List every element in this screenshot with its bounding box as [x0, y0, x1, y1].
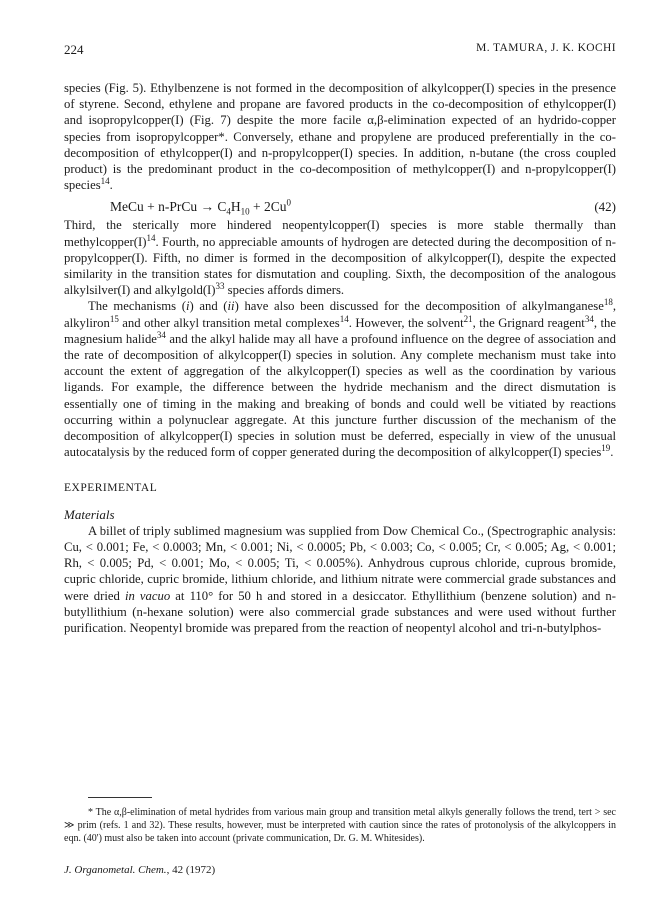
equation-body: MeCu + n-PrCu → $C_4H_{10} + 2Cu^0$: [110, 197, 291, 218]
text-run: Third, the sterically more hindered neopentylcopper(I) species is more stable thermally than methylcopper(I): [64, 218, 616, 249]
reference-superscript: 15: [109, 313, 119, 324]
paragraph-materials: A billet of triply sublimed magnesium was supplied from Dow Chemical Co., (Spectrographic analysis: Cu, < 0.001; Fe, < 0.0003; Mn, < 0.001; Ni, < 0.0005; Pb, < 0.003; Co, < 0.005; Cr, < 0.005; Ag, < 0.001; Rh, < 0.005; Pd, < 0.001; Mo, < 0.005; Ti, < 0.005%). Anhydrous cuprous chloride, cuprous bromide, cupric chloride, cupric bromide, lithium chloride, and lithium nitrate were commercial grade substances and were dried in vacuo at 110° for 50 h and stored in a desiccator. Ethyllithium (benzene solution) and n-butyllithium (n-hexane solution) were also commercial grade substances and were used without further purification. Neopentyl bromide was prepared from the reaction of neopentyl alcohol and tri-n-butylphos-: [64, 523, 616, 636]
reference-superscript: 21: [463, 313, 473, 324]
footnote-divider: [88, 797, 152, 798]
text-run: .: [109, 178, 113, 193]
footnote-marker: *: [218, 129, 225, 144]
journal-citation: [64, 864, 215, 876]
reference-superscript: 33: [215, 281, 225, 291]
page-number: 224: [64, 42, 84, 57]
paragraph-mechanisms: The mechanisms (i) and (ii) have also been discussed for the decomposition of alkylmanganese$^{18}$, alkyliron$^{15}$ and other alkyl transition metal complexes$^{14}$. However, the solvent$^{21}$, the Grignard reagent$^{34}$, the magnesium halide$^{34}$ and the alkyl halide may all have a profound influence on the degree of association and the rate of decomposition of alkylcopper(I) species in solution. Any complete mechanism must take into account the extent of aggregation of the alkylcopper(I) species as well as the coordination by various ligands. For example, the difference between the hydride mechanism and the direct dismutation is essentially one of timing in the making and breaking of bonds and could well be vitiated by reactions occurring within a polynuclear aggregate. At this juncture further discussion of the mechanism of the decomposition of alkylcopper(I) species in solution must be deferred, especially in view of the unusual autocatalysis by the reduced form of copper generated during the decomposition of alkylcopper(I) species$^{19}$.: [64, 297, 616, 460]
body-text: [64, 80, 616, 636]
text-run: . Fourth, no appreciable amounts of hydrogen are detected during the decomposition of n-propylcopper(I). Fifth, no dimer is formed in the decomposition of alkylcopper(I), despite the expected similarity in the transition states for dismutation and coupling. Sixth, the decomposition of the analogous alkylsilver(I) and alkylgold(I): [64, 234, 616, 298]
page-header: [64, 42, 616, 60]
text-run: species affords dimers.: [224, 283, 345, 298]
subsection-heading-materials: Materials: [64, 506, 115, 522]
text-run: species (Fig. 5). Ethylbenzene is not formed in the decomposition of alkylcopper(I) species in the presence of styrene. Second, ethylene and propane are favored products in the co-decomposition of ethylcopper(I) and isopropylcopper(I) (Fig. 7) despite the more facile α,β-elimination expected of an hydrido-copper species from isopropylcopper: [64, 81, 616, 144]
reference-superscript: 14: [146, 232, 156, 243]
journal-name: J. Organometal. Chem.: [64, 864, 167, 876]
running-head: M. TAMURA, J. K. KOCHI: [476, 42, 616, 54]
equation-number: (42): [594, 199, 616, 215]
equation-42: [64, 197, 616, 217]
text-run: . Conversely, ethane and propylene are produced preferentially in the co-decomposition of ethylcopper(I) and n-propylcopper(I) species. In addition, n-butane (the cross coupled product) is the predominant product in the co-decomposition of methylcopper(I) and n-propylcopper(I) species: [64, 129, 616, 193]
reference-superscript: 18: [603, 297, 613, 308]
section-heading-experimental: EXPERIMENTAL: [64, 482, 158, 495]
reference-superscript: 34: [584, 313, 594, 324]
paragraph-species-products: [64, 80, 616, 193]
reference-superscript: 34: [156, 329, 166, 340]
reference-superscript: 14: [339, 313, 349, 324]
footnote: * The α,β-elimination of metal hydrides from various main group and transition metal alkyls generally follows the trend, tert > sec ≫ prim (refs. 1 and 32). These results, however, must be interpreted with caution since the rates of protonolysis of the alkylcoppers in eqn. (40') must also be taken into account (private communication, Dr. G. M. Whitesides).: [64, 807, 616, 844]
reference-superscript: 14: [100, 175, 110, 186]
paragraph-third-sixth: [64, 217, 616, 298]
journal-volume: , 42 (1972): [166, 864, 216, 876]
reference-superscript: 19: [601, 443, 611, 454]
